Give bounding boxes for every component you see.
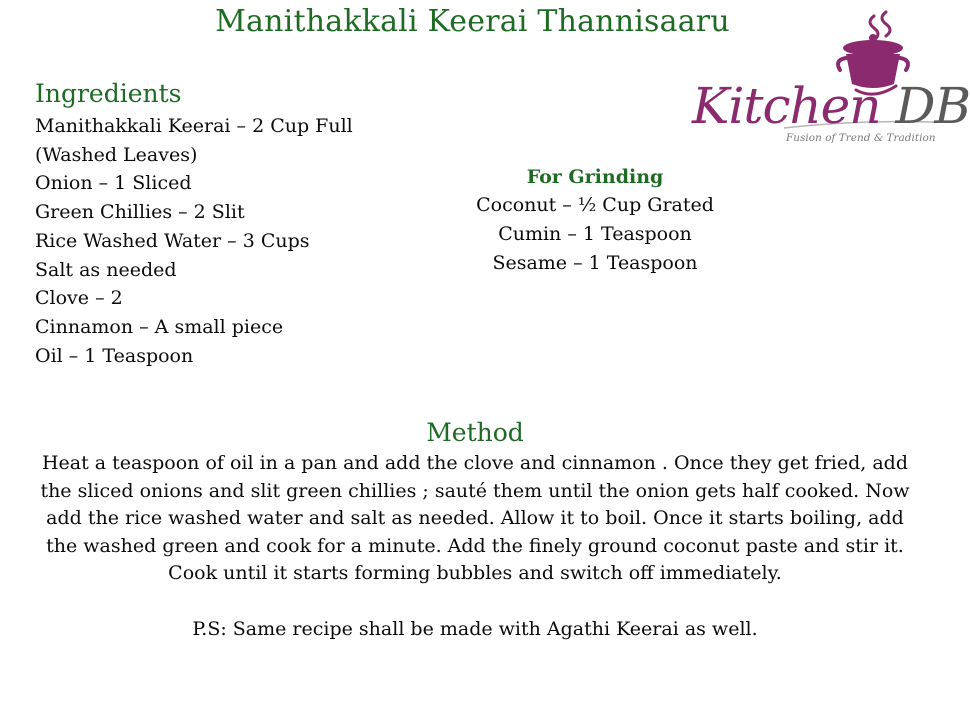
ingredient-item: (Washed Leaves): [35, 143, 198, 166]
grinding-section: [455, 163, 735, 278]
grinding-heading: For Grinding: [526, 166, 664, 188]
ingredient-item: Cinnamon – A small piece: [35, 315, 284, 338]
method-section: [20, 416, 930, 643]
ingredient-item: Salt as needed: [35, 258, 177, 281]
grinding-item: Cumin – 1 Teaspoon: [498, 223, 692, 245]
logo-tagline: Fusion of Trend & Tradition: [786, 132, 936, 144]
method-note: P.S: Same recipe shall be made with Agathi Keerai as well.: [192, 617, 758, 640]
ingredients-heading: Ingredients: [35, 79, 182, 108]
grinding-item: Sesame – 1 Teaspoon: [492, 252, 698, 274]
method-heading: Method: [426, 418, 524, 447]
logo-brand-text: [692, 78, 970, 134]
ingredient-item: Green Chillies – 2 Slit: [35, 201, 245, 224]
method-line: Cook until it starts forming bubbles and switch off immediately.: [168, 562, 782, 585]
ingredient-item: Rice Washed Water – 3 Cups: [35, 229, 310, 252]
kitchen-db-logo: [688, 8, 970, 148]
method-line: the sliced onions and slit green chillies ; sauté them until the onion gets half cooked. Now: [40, 479, 910, 502]
ingredient-item: Manithakkali Keerai – 2 Cup Full: [35, 115, 353, 137]
ingredients-section: [35, 78, 455, 370]
recipe-title: Manithakkali Keerai Thannisaaru: [215, 4, 730, 39]
method-paragraph: [20, 450, 930, 588]
logo-brand-accent: DB: [895, 77, 970, 135]
grinding-item: Coconut – ½ Cup Grated: [476, 194, 714, 216]
ingredient-item: Clove – 2: [35, 287, 123, 310]
method-line: the washed green and cook for a minute. Add the finely ground coconut paste and stir it.: [46, 534, 904, 557]
logo-brand-main: Kitchen: [692, 77, 896, 135]
ingredient-item: Oil – 1 Teaspoon: [35, 344, 194, 367]
method-line: add the rice washed water and salt as needed. Allow it to boil. Once it starts boiling, add: [46, 507, 904, 530]
grinding-list: [455, 191, 735, 278]
ingredients-list: [35, 112, 455, 370]
method-line: Heat a teaspoon of oil in a pan and add the clove and cinnamon . Once they get fried, add: [41, 452, 908, 474]
ingredient-item: Onion – 1 Sliced: [35, 172, 192, 195]
